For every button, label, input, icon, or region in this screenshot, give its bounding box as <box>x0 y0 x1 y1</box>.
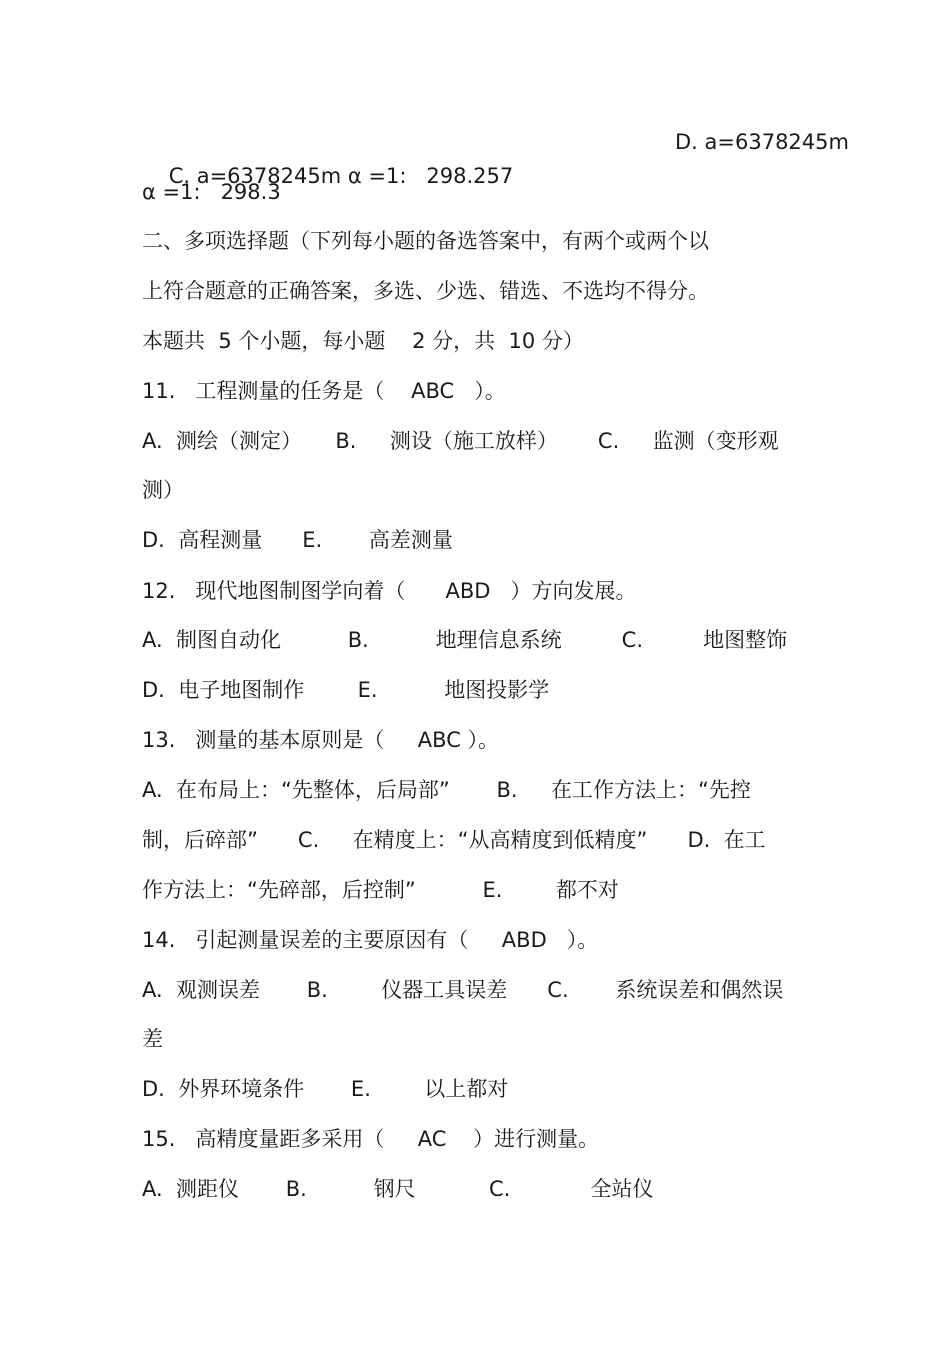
options-line: D. 高程测量 E. 高差测量 <box>142 528 453 552</box>
options-line: A. 在布局上：“先整体，后局部” B. 在工作方法上：“先控 <box>142 778 751 802</box>
options-line: 作方法上：“先碎部，后控制” E. 都不对 <box>142 878 619 902</box>
text-line: 差 <box>142 1027 163 1051</box>
text-line <box>142 125 849 188</box>
options-line: D. 外界环境条件 E. 以上都对 <box>142 1077 509 1101</box>
text-line: 上符合题意的正确答案，多选、少选、错选、不选均不得分。 <box>142 279 709 303</box>
options-line: D. 电子地图制作 E. 地图投影学 <box>142 678 550 702</box>
options-line: A. 测绘（测定） B. 测设（施工放样） C. 监测（变形观 <box>142 429 779 453</box>
question-14: 14. 引起测量误差的主要原因有（ ABD ）。 <box>142 928 599 952</box>
text-line: 本题共 5 个小题，每小题 2 分，共 10 分） <box>142 329 584 353</box>
options-line: 制，后碎部” C. 在精度上：“从高精度到低精度” D. 在工 <box>142 828 766 852</box>
question-15: 15. 高精度量距多采用（ AC ）进行测量。 <box>142 1127 600 1151</box>
question-11: 11. 工程测量的任务是（ ABC ）。 <box>142 379 506 403</box>
text-line: 测） <box>142 478 184 502</box>
question-12: 12. 现代地图制图学向着（ ABD ）方向发展。 <box>142 579 637 603</box>
option-c-text: C. a=6378245m α =1: 298.257 <box>168 164 514 188</box>
options-line: A. 观测误差 B. 仪器工具误差 C. 系统误差和偶然误 <box>142 978 784 1002</box>
section-heading: 二、多项选择题（下列每小题的备选答案中，有两个或两个以 <box>142 229 709 253</box>
options-line: A. 制图自动化 B. 地理信息系统 C. 地图整饰 <box>142 628 788 652</box>
question-13: 13. 测量的基本原则是（ ABC ）。 <box>142 728 500 752</box>
options-line: A. 测距仪 B. 钢尺 C. 全站仪 <box>142 1177 654 1201</box>
text-line: α =1: 298.3 <box>142 180 281 204</box>
option-d-text: D. a=6378245m <box>675 130 849 154</box>
